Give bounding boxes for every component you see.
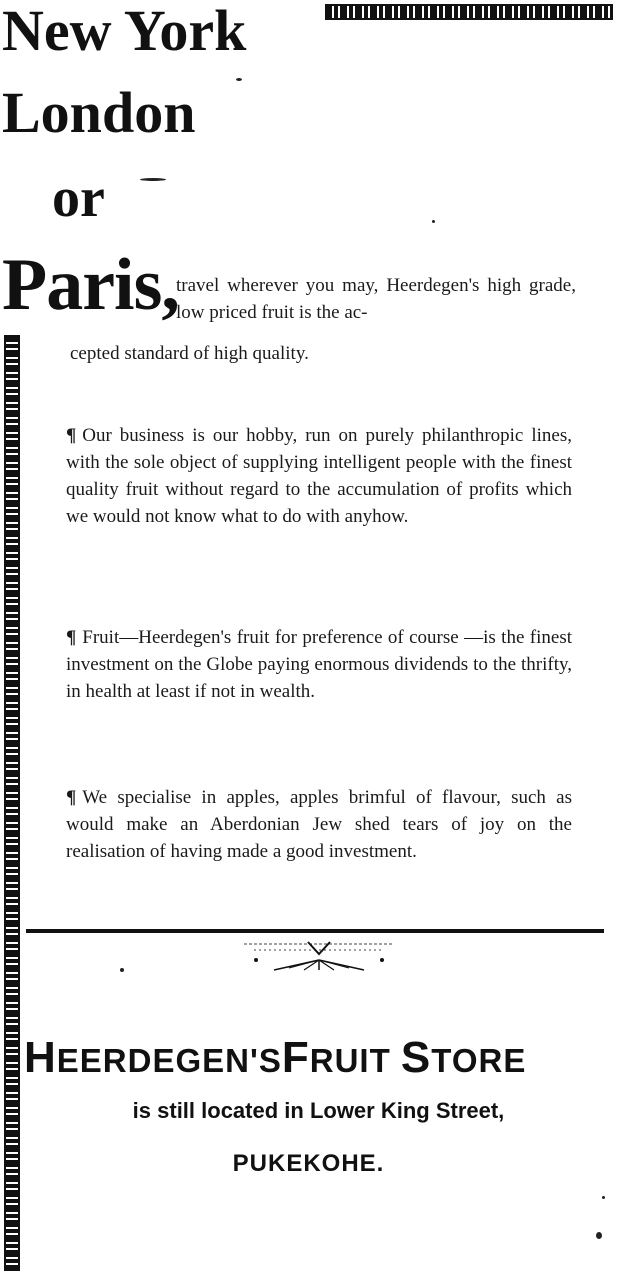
headline-or: or bbox=[52, 167, 105, 229]
store-name-tore: TORE bbox=[431, 1042, 527, 1079]
intro-text-rest: cepted standard of high quality. bbox=[70, 343, 309, 364]
store-location-line: is still located in Lower King Street, bbox=[132, 1098, 505, 1123]
store-name-cap-f: F bbox=[281, 1033, 310, 1082]
headline-london: London bbox=[2, 80, 196, 145]
sunburst-ornament-icon bbox=[244, 938, 394, 974]
store-name-ruit: RUIT bbox=[309, 1042, 391, 1079]
print-speck bbox=[596, 1232, 602, 1239]
intro-text-first: travel wherever you may, Heerdegen's high grade, low priced fruit is the ac- bbox=[176, 275, 576, 323]
pilcrow-icon: ¶ bbox=[66, 425, 77, 446]
print-speck bbox=[432, 220, 435, 223]
decorative-border-left bbox=[4, 335, 20, 1271]
print-speck bbox=[236, 78, 242, 81]
store-town: PUKEKOHE. bbox=[232, 1150, 385, 1177]
paragraph-fruit bbox=[66, 624, 572, 705]
store-name bbox=[24, 1033, 614, 1082]
decorative-border-top bbox=[325, 4, 613, 20]
pilcrow-icon: ¶ bbox=[66, 627, 77, 648]
paragraph-business-text: Our business is our hobby, run on purely philanthropic lines, with the sole object of supplying intelligent people with the finest quality fruit without regard to the accumulation of profits which we would not know what to do with anyhow. bbox=[66, 425, 572, 527]
print-speck bbox=[140, 178, 166, 181]
divider-rule bbox=[26, 929, 604, 933]
headline-paris: Paris, bbox=[2, 244, 179, 326]
paragraph-apples bbox=[66, 784, 572, 865]
store-name-cap-h: H bbox=[24, 1033, 57, 1082]
pilcrow-icon: ¶ bbox=[66, 787, 77, 808]
print-speck bbox=[120, 968, 124, 972]
paragraph-business bbox=[66, 422, 572, 530]
paragraph-fruit-text: Fruit—Heerdegen's fruit for preference of course —is the finest investment on the Globe paying enormous dividends to the thrifty, in health at least if not in wealth. bbox=[66, 627, 572, 702]
store-name-cap-s: S bbox=[400, 1033, 432, 1082]
print-speck bbox=[602, 1196, 605, 1199]
paragraph-apples-text: We specialise in apples, apples brimful of flavour, such as would make an Aberdonian Jew shed tears of joy on the realisation of having made a good investment. bbox=[66, 787, 572, 862]
headline-new-york: New York bbox=[2, 0, 247, 63]
store-name-eerdegens: EERDEGEN'S bbox=[56, 1042, 282, 1079]
